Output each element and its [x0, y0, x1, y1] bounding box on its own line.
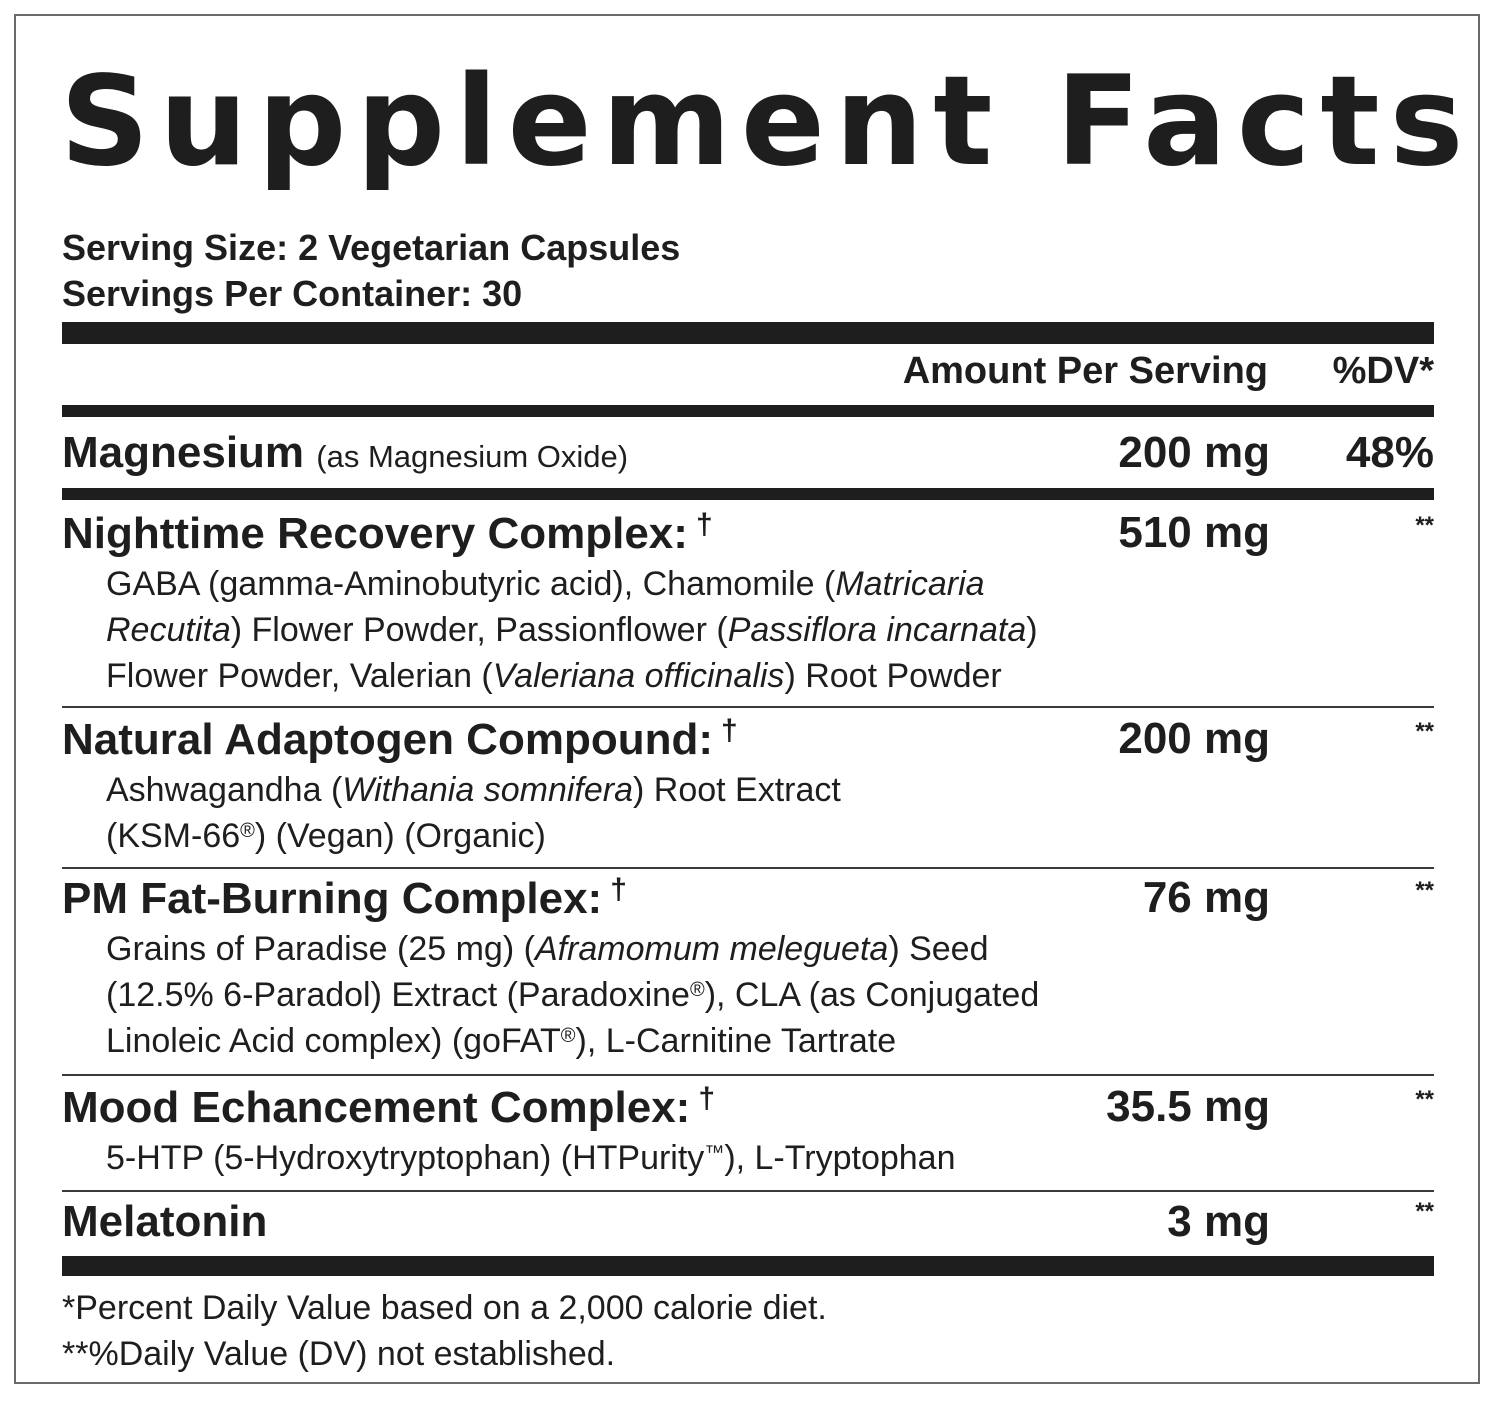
amount-per-serving-header: Amount Per Serving [902, 350, 1268, 392]
nutrient-name: PM Fat-Burning Complex: [62, 874, 603, 923]
nutrient-source: (as Magnesium Oxide) [316, 439, 629, 474]
dagger-mark: † [610, 873, 627, 906]
dagger-mark: † [720, 714, 738, 747]
dagger-mark: † [698, 1082, 715, 1115]
nutrient-fat-burning-complex [62, 873, 627, 924]
fatburning-dv: ** [1415, 877, 1434, 904]
servings-per-container: Servings Per Container: 30 [62, 273, 523, 314]
magnesium-divider [62, 488, 1434, 500]
footnote-daily-value: *Percent Daily Value based on a 2,000 calorie diet. [62, 1289, 827, 1327]
mood-dv: ** [1415, 1086, 1434, 1113]
adaptogen-ingredients [106, 767, 1206, 859]
row-divider [62, 706, 1434, 708]
adaptogen-amount: 200 mg [1118, 714, 1270, 763]
label-title: Supplement Facts [60, 50, 1474, 194]
thick-divider-bottom [62, 1256, 1434, 1276]
dagger-mark: † [695, 508, 713, 541]
adaptogen-dv: ** [1415, 718, 1434, 745]
melatonin-amount: 3 mg [1167, 1197, 1270, 1246]
magnesium-amount: 200 mg [1118, 428, 1270, 477]
ingredient-line: Grains of Paradise (25 mg) (Aframomum melegueta) Seed [106, 930, 989, 968]
thick-divider-top [62, 322, 1434, 344]
dv-header: %DV* [1332, 350, 1434, 392]
ingredient-line: GABA (gamma-Aminobutyric acid), Chamomile (Matricaria [106, 565, 985, 603]
ingredient-line: (KSM-66®) (Vegan) (Organic) [106, 817, 546, 855]
serving-size: Serving Size: 2 Vegetarian Capsules [62, 227, 681, 268]
fatburning-amount: 76 mg [1142, 873, 1270, 922]
ingredient-line: Flower Powder, Valerian (Valeriana officinalis) Root Powder [106, 657, 1002, 695]
mood-amount: 35.5 mg [1106, 1082, 1270, 1131]
nutrient-name: Mood Echancement Complex: [62, 1083, 691, 1132]
nighttime-amount: 510 mg [1118, 508, 1270, 557]
ingredient-line: Recutita) Flower Powder, Passionflower (Passiflora incarnata) [106, 611, 1038, 649]
nutrient-magnesium [62, 428, 628, 478]
ingredient-line: (12.5% 6-Paradol) Extract (Paradoxine®), CLA (as Conjugated [106, 976, 1040, 1014]
nighttime-dv: ** [1415, 512, 1434, 539]
nutrient-name: Melatonin [62, 1197, 268, 1246]
nutrient-name: Nighttime Recovery Complex: [62, 509, 688, 558]
nighttime-ingredients [106, 561, 1206, 699]
nutrient-mood-complex [62, 1082, 715, 1133]
nutrient-nighttime-complex [62, 508, 713, 559]
ingredient-line: 5-HTP (5-Hydroxytryptophan) (HTPurity™), L-Tryptophan [106, 1139, 956, 1177]
footnote-not-established: **%Daily Value (DV) not established. [62, 1335, 616, 1373]
row-divider [62, 1190, 1434, 1192]
nutrient-adaptogen-compound [62, 714, 738, 765]
melatonin-dv: ** [1415, 1198, 1434, 1225]
ingredient-line: Linoleic Acid complex) (goFAT®), L-Carnitine Tartrate [106, 1022, 897, 1060]
nutrient-name: Magnesium [62, 428, 305, 477]
nutrient-name: Natural Adaptogen Compound: [62, 715, 713, 764]
header-divider [62, 405, 1434, 417]
ingredient-line: Ashwagandha (Withania somnifera) Root Extract [106, 771, 841, 809]
row-divider [62, 1074, 1434, 1076]
row-divider [62, 867, 1434, 869]
fatburning-ingredients [106, 926, 1206, 1064]
mood-ingredients [106, 1135, 1206, 1181]
nutrient-melatonin [62, 1197, 267, 1247]
magnesium-dv: 48% [1345, 428, 1434, 477]
